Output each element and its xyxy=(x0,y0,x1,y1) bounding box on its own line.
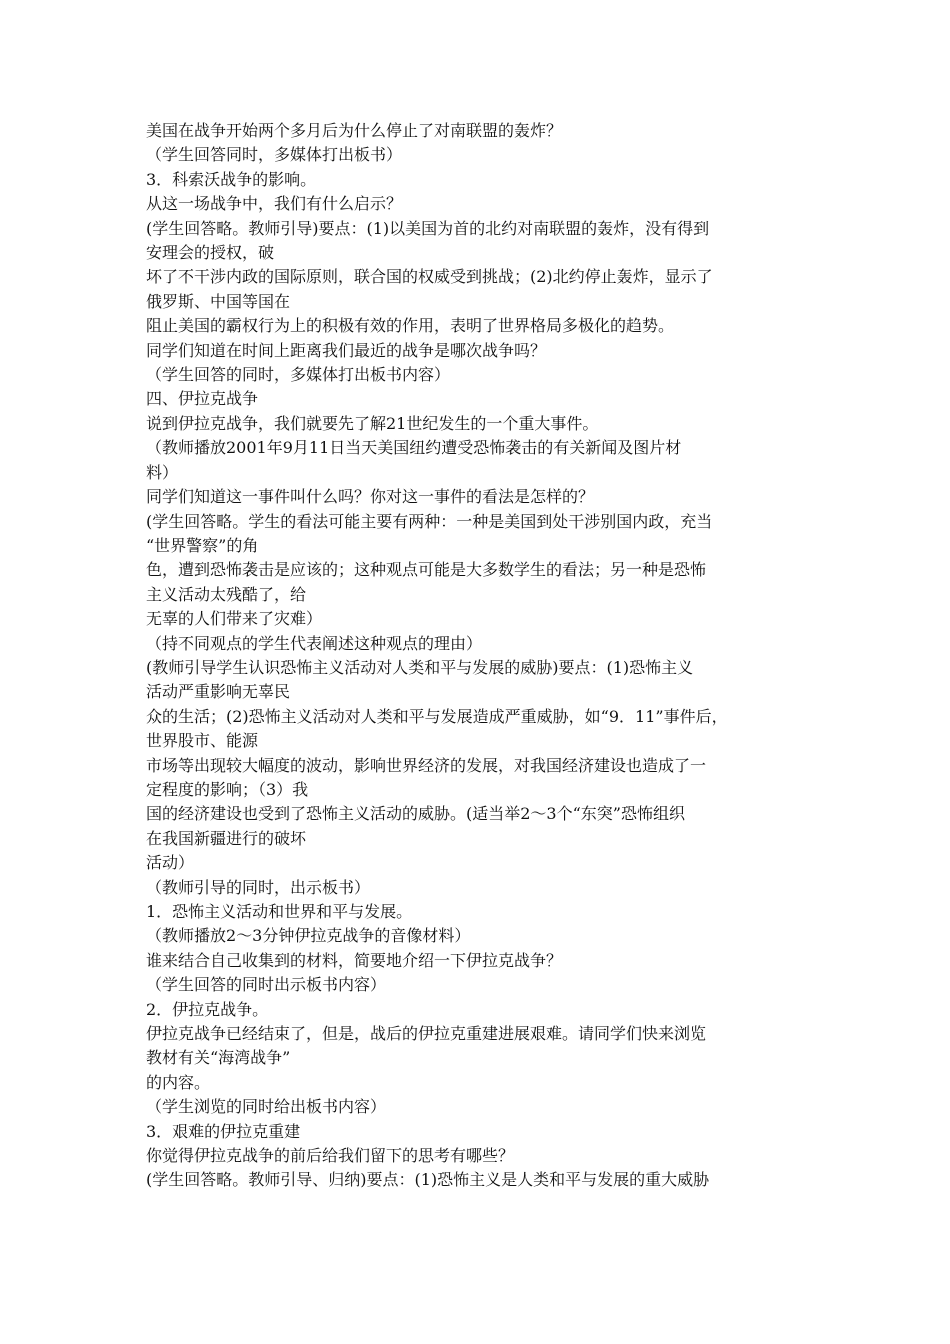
text-line: 说到伊拉克战争，我们就要先了解21世纪发生的一个重大事件。 xyxy=(146,413,599,433)
text-line: （学生回答同时，多媒体打出板书） xyxy=(146,145,403,165)
text-line: 无辜的人们带来了灾难） xyxy=(146,609,323,629)
text-line: “世界警察”的角 xyxy=(146,535,259,555)
text-line: (学生回答略。教师引导、归纳)要点：(1)恐怖主义是人类和平与发展的重大威胁 xyxy=(146,1170,710,1190)
text-line: 美国在战争开始两个多月后为什么停止了对南联盟的轰炸？ xyxy=(146,121,563,140)
text-line: 活动） xyxy=(146,853,195,873)
text-line: 3．艰难的伊拉克重建 xyxy=(146,1121,301,1141)
text-line: 俄罗斯、中国等国在 xyxy=(146,291,291,311)
text-line: 1．恐怖主义活动和世界和平与发展。 xyxy=(146,902,413,921)
text-line: 众的生活；(2)恐怖主义活动对人类和平与发展造成严重威胁，如“9．11”事件后， xyxy=(146,706,728,726)
text-line: 谁来结合自己收集到的材料，简要地介绍一下伊拉克战争？ xyxy=(146,950,563,970)
text-line: （教师播放2～3分钟伊拉克战争的音像材料） xyxy=(146,926,471,946)
text-line: 坏了不干涉内政的国际原则，联合国的权威受到挑战；(2)北约停止轰炸，显示了 xyxy=(146,267,713,287)
text-line: 世界股市、能源 xyxy=(146,731,259,751)
text-line: （持不同观点的学生代表阐述这种观点的理由） xyxy=(146,633,483,653)
text-line: 同学们知道这一事件叫什么吗？你对这一事件的看法是怎样的？ xyxy=(146,487,595,507)
text-line: 四、伊拉克战争 xyxy=(146,389,259,409)
text-line: 料） xyxy=(146,462,179,482)
text-line: 同学们知道在时间上距离我们最近的战争是哪次战争吗？ xyxy=(146,340,547,360)
text-line: 阻止美国的霸权行为上的积极有效的作用，表明了世界格局多极化的趋势。 xyxy=(146,316,675,336)
text-line: (学生回答略。学生的看法可能主要有两种：一种是美国到处干涉别国内政，充当 xyxy=(146,511,713,531)
text-line: 活动严重影响无辜民 xyxy=(146,682,291,702)
text-line: （学生回答的同时，多媒体打出板书内容） xyxy=(146,365,451,385)
text-line: 安理会的授权，破 xyxy=(146,243,275,263)
text-line: 国的经济建设也受到了恐怖主义活动的威胁。(适当举2～3个“东突”恐怖组织 xyxy=(146,804,685,824)
text-line: (学生回答略。教师引导)要点：(1)以美国为首的北约对南联盟的轰炸，没有得到 xyxy=(146,218,710,238)
text-line: 定程度的影响；（3）我 xyxy=(146,779,309,799)
text-line: 市场等出现较大幅度的波动，影响世界经济的发展，对我国经济建设也造成了一 xyxy=(146,755,707,775)
text-line: 你觉得伊拉克战争的前后给我们留下的思考有哪些？ xyxy=(146,1146,515,1166)
text-line: 在我国新疆进行的破坏 xyxy=(146,828,307,848)
text-line: （教师引导的同时，出示板书） xyxy=(146,877,371,897)
text-line: 2．伊拉克战争。 xyxy=(146,999,269,1019)
text-line: (教师引导学生认识恐怖主义活动对人类和平与发展的威胁)要点：(1)恐怖主义 xyxy=(146,657,694,677)
document-body xyxy=(146,119,821,1193)
text-line: （学生浏览的同时给出板书内容） xyxy=(146,1097,387,1117)
text-line: 主义活动太残酷了，给 xyxy=(146,584,307,604)
text-line: 伊拉克战争已经结束了，但是，战后的伊拉克重建进展艰难。请同学们快来浏览 xyxy=(146,1024,707,1044)
text-line: 色，遭到恐怖袭击是应该的；这种观点可能是大多数学生的看法；另一种是恐怖 xyxy=(146,560,707,580)
text-line: 的内容。 xyxy=(146,1072,211,1092)
text-line: 3．科索沃战争的影响。 xyxy=(146,169,317,189)
text-line: 从这一场战争中，我们有什么启示？ xyxy=(146,194,403,214)
text-line: （教师播放2001年9月11日当天美国纽约遭受恐怖袭击的有关新闻及图片材 xyxy=(146,438,682,458)
text-line: （学生回答的同时出示板书内容） xyxy=(146,975,387,995)
text-line: 教材有关“海湾战争” xyxy=(146,1048,291,1068)
